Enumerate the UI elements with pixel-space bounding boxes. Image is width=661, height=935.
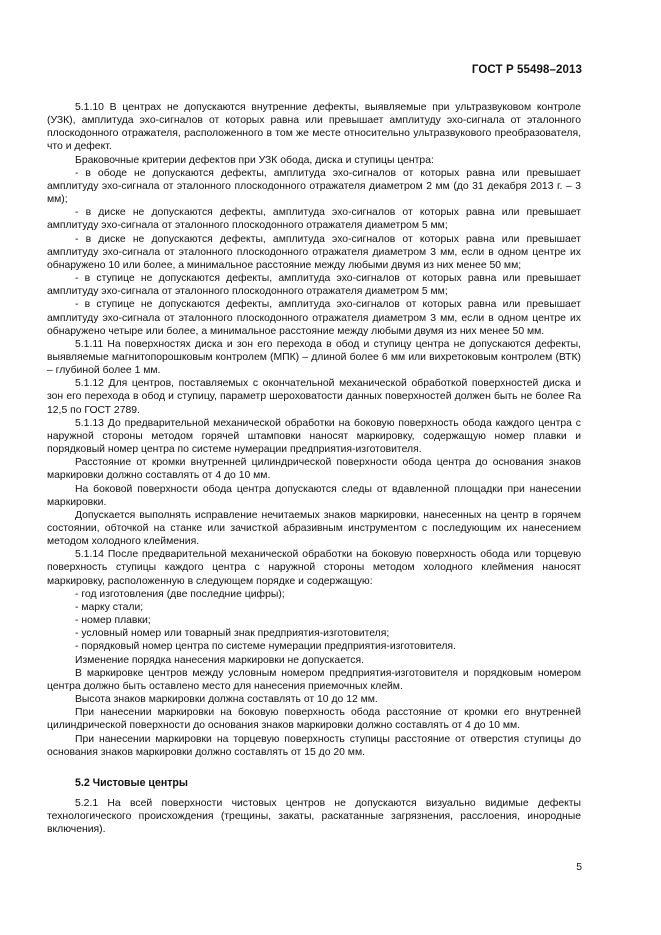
document-header: ГОСТ Р 55498–2013 <box>471 64 582 76</box>
list-item: - марку стали; <box>75 601 144 613</box>
list-item: - в ступице не допускаются дефекты, амплитуда эхо-сигналов от которых равна или превышает амплитуду эхо-сигнала от эталонного плоскодонного отражателя диаметром 5 мм; <box>47 273 581 298</box>
list-item: - номер плавки; <box>75 615 151 627</box>
paragraph-text: При нанесении маркировки на боковую поверхность обода расстояние от кромки его внутренней цилиндрической поверхности до основания знаков маркировки должно составлять от 4 до 10 мм. <box>47 707 581 732</box>
section-title: 5.2 Чистовые центры <box>75 776 188 789</box>
paragraph-text: Расстояние от кромки внутренней цилиндрической поверхности обода центра до основания знаков маркировки должно составлять от 4 до 10 мм. <box>47 457 581 482</box>
paragraph-5-1-12: 5.1.12 Для центров, поставляемых с окончательной механической обработкой поверхностей диска и зон его перехода в обод и ступицу, параметр шероховатости данных поверхностей должен быть не более Ra 12,5 по ГОСТ 2789. <box>47 378 581 416</box>
paragraph-5-1-13: 5.1.13 До предварительной механической обработки на боковую поверхность обода каждого центра с наружной стороны методом горячей штамповки наносят маркировку, содержащую номер плавки и порядковый номер центра по системе нумерации предприятия-изготовителя. <box>47 417 581 456</box>
paragraph-5-2-1: 5.2.1 На всей поверхности чистовых центров не допускаются визуально видимые дефекты технологического происхождения (трещины, закаты, раскатанные загрязнения, расслоения, инородные включения). <box>47 797 581 836</box>
paragraph-text: При нанесении маркировки на торцевую поверхность ступицы расстояние от отверстия ступицы до основания знаков маркировки должно составлять от 15 до 20 мм. <box>47 733 581 758</box>
list-item: - условный номер или товарный знак предприятия-изготовителя; <box>75 628 390 640</box>
list-item: - порядковый номер центра по системе нумерации предприятия-изготовителя. <box>75 641 456 653</box>
paragraph-text: Изменение порядка нанесения маркировки не допускается. <box>75 654 364 666</box>
list-item: - год изготовления (две последние цифры); <box>75 588 285 600</box>
paragraph-text: В маркировке центров между условным номером предприятия-изготовителя и порядковым номером центра должно быть оставлено место для нанесения приемочных клейм. <box>47 667 581 692</box>
paragraph-text: На боковой поверхности обода центра допускаются следы от вдавленной площадки при нанесении маркировки. <box>47 483 581 508</box>
list-item: - в диске не допускаются дефекты, амплитуда эхо-сигналов от которых равна или превышает амплитуду эхо-сигнала от эталонного плоскодонного отражателя диаметром 3 мм, если в одном центре их обнаружено 10 или более, а минимальное расстояние между любыми двумя из них менее 50 мм; <box>47 233 581 271</box>
paragraph-text: Допускается выполнять исправление нечитаемых знаков маркировки, нанесенных на центр в горячем состоянии, обточкой на станке или зачисткой абразивным инструментом с последующим их нанесением методом холодного клеймения. <box>47 509 581 548</box>
paragraph-text: Высота знаков маркировки должна составлять от 10 до 12 мм. <box>75 694 378 706</box>
paragraph-5-1-11: 5.1.11 На поверхностях диска и зон его перехода в обод и ступицу центра не допускаются дефекты, выявляемые магнитопорошковым контролем (МПК) – длиной более 6 мм или вихретоковым контролем (ВТК) – глубиной более 1 мм. <box>47 338 581 377</box>
list-item: - в ступице не допускаются дефекты, амплитуда эхо-сигналов от которых равна или превышает амплитуду эхо-сигнала от эталонного плоскодонного отражателя диаметром 3 мм, если в одном центре их обнаружено четыре или более, а минимальное расстояние между любыми двумя из них менее 50 мм. <box>47 299 581 337</box>
list-item: - в диске не допускаются дефекты, амплитуда эхо-сигналов от которых равна или превышает амплитуду эхо-сигнала от эталонного плоскодонного отражателя диаметром 5 мм; <box>47 207 581 232</box>
page-number: 5 <box>576 862 582 873</box>
paragraph-criteria-intro: Браковочные критерии дефектов при УЗК обода, диска и ступицы центра: <box>75 154 434 166</box>
list-item: - в ободе не допускаются дефекты, амплитуда эхо-сигналов от которых равна или превышает амплитуду эхо-сигнала от эталонного плоскодонного отражателя диаметром 2 мм (до 31 декабря 2013 г. – 3 мм); <box>47 167 581 206</box>
document-body <box>47 101 581 836</box>
paragraph-5-1-10: 5.1.10 В центрах не допускаются внутренние дефекты, выявляемые при ультразвуковом контроле (УЗК), амплитуда эхо-сигналов от которых равна или превышает амплитуду эхо-сигнала от эталонного плоскодонного отражателя, расположенного в том же месте относительно ультразвукового преобразователя, что и дефект. <box>47 102 581 153</box>
paragraph-5-1-14: 5.1.14 После предварительной механической обработки на боковую поверхность обода или торцевую поверхность ступицы каждого центра с наружной стороны методом холодного клеймения наносят маркировку, расположенную в следующем порядке и содержащую: <box>47 549 581 587</box>
